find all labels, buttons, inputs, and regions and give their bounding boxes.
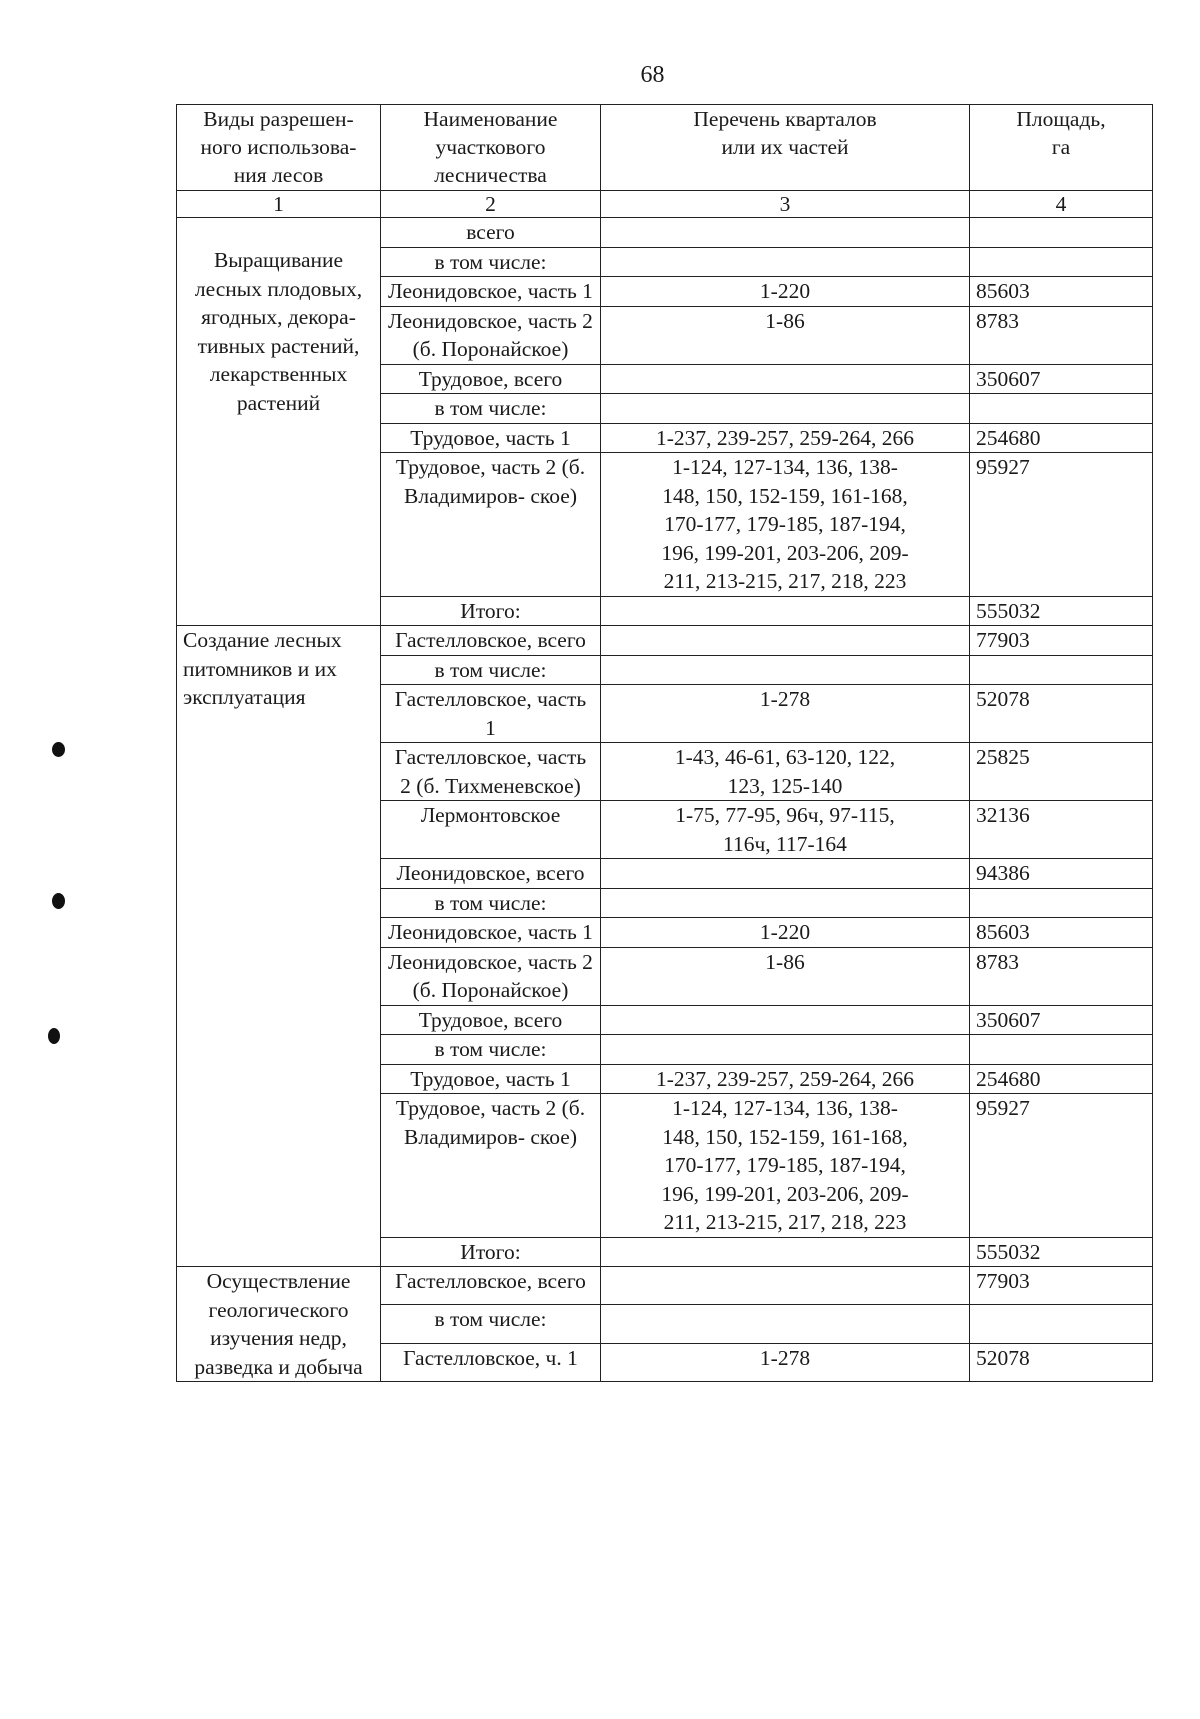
forestry-name: Гастелловское, часть 2 (б. Тихменевское)	[381, 743, 601, 801]
forestry-name: Леонидовское, часть 1	[381, 277, 601, 307]
quarters: 1-86	[601, 306, 970, 364]
forestry-name: Трудовое, часть 2 (б. Владимиров- ское)	[381, 453, 601, 597]
forestry-name: Трудовое, всего	[381, 1005, 601, 1035]
header-quarters-list: Перечень кварталов или их частей	[601, 105, 970, 191]
area: 95927	[970, 453, 1153, 597]
area: 52078	[970, 685, 1153, 743]
area: 555032	[970, 1237, 1153, 1267]
header-forestry-name: Наименование участкового лесничества	[381, 105, 601, 191]
area	[970, 655, 1153, 685]
forestry-name: Итого:	[381, 596, 601, 626]
area: 85603	[970, 277, 1153, 307]
forestry-name: в том числе:	[381, 394, 601, 424]
quarters	[601, 596, 970, 626]
header-area: Площадь, га	[970, 105, 1153, 191]
quarters: 1-278	[601, 1343, 970, 1381]
table-row	[177, 218, 1153, 248]
forestry-name: в том числе:	[381, 888, 601, 918]
punch-hole-mark	[52, 742, 65, 757]
forestry-name: Леонидовское, часть 1	[381, 918, 601, 948]
area: 555032	[970, 596, 1153, 626]
section-title: Выращивание лесных плодовых, ягодных, декора- тивных растений, лекарственных растений	[177, 218, 381, 626]
forestry-name: Итого:	[381, 1237, 601, 1267]
quarters	[601, 859, 970, 889]
forestry-name: Гастелловское, всего	[381, 626, 601, 656]
page-number: 68	[640, 62, 665, 88]
area	[970, 1035, 1153, 1065]
forest-use-table	[176, 104, 1153, 1382]
area	[970, 888, 1153, 918]
column-number-row	[177, 191, 1153, 218]
area: 94386	[970, 859, 1153, 889]
quarters	[601, 626, 970, 656]
quarters: 1-124, 127-134, 136, 138- 148, 150, 152-159, 161-168, 170-177, 179-185, 187-194, 196, 199-201, 203-206, 209- 211, 213-215, 217, 218, 223	[601, 1094, 970, 1238]
quarters: 1-75, 77-95, 96ч, 97-115, 116ч, 117-164	[601, 801, 970, 859]
area: 254680	[970, 1064, 1153, 1094]
quarters: 1-86	[601, 947, 970, 1005]
section-title: Осуществление геологического изучения недр, разведка и добыча	[177, 1267, 381, 1382]
section-title: Создание лесных питомников и их эксплуатация	[177, 626, 381, 1267]
quarters	[601, 394, 970, 424]
area	[970, 247, 1153, 277]
table-row	[177, 1267, 1153, 1305]
area: 52078	[970, 1343, 1153, 1381]
column-number-3: 3	[601, 191, 970, 218]
forestry-name: Трудовое, часть 1	[381, 423, 601, 453]
quarters: 1-43, 46-61, 63-120, 122, 123, 125-140	[601, 743, 970, 801]
forestry-name: в том числе:	[381, 1305, 601, 1343]
quarters	[601, 1237, 970, 1267]
forestry-name: Леонидовское, часть 2 (б. Поронайское)	[381, 947, 601, 1005]
area: 32136	[970, 801, 1153, 859]
punch-hole-mark	[48, 1028, 60, 1044]
area: 77903	[970, 1267, 1153, 1305]
area: 350607	[970, 1005, 1153, 1035]
forestry-name: Трудовое, часть 2 (б. Владимиров- ское)	[381, 1094, 601, 1238]
forestry-name: Трудовое, часть 1	[381, 1064, 601, 1094]
area: 8783	[970, 306, 1153, 364]
area	[970, 218, 1153, 248]
area: 25825	[970, 743, 1153, 801]
quarters	[601, 218, 970, 248]
forestry-name: Гастелловское, часть 1	[381, 685, 601, 743]
forestry-name: Гастелловское, всего	[381, 1267, 601, 1305]
area	[970, 394, 1153, 424]
header-row	[177, 105, 1153, 191]
quarters	[601, 364, 970, 394]
quarters: 1-220	[601, 918, 970, 948]
quarters	[601, 1035, 970, 1065]
forestry-name: Трудовое, всего	[381, 364, 601, 394]
column-number-1: 1	[177, 191, 381, 218]
forestry-name: в том числе:	[381, 655, 601, 685]
quarters: 1-237, 239-257, 259-264, 266	[601, 1064, 970, 1094]
forestry-name: всего	[381, 218, 601, 248]
quarters	[601, 888, 970, 918]
quarters	[601, 655, 970, 685]
area: 85603	[970, 918, 1153, 948]
area: 77903	[970, 626, 1153, 656]
quarters: 1-220	[601, 277, 970, 307]
column-number-2: 2	[381, 191, 601, 218]
area: 95927	[970, 1094, 1153, 1238]
quarters	[601, 1267, 970, 1305]
forestry-name: Гастелловское, ч. 1	[381, 1343, 601, 1381]
forestry-name: Леонидовское, всего	[381, 859, 601, 889]
area: 8783	[970, 947, 1153, 1005]
quarters	[601, 1305, 970, 1343]
table-row	[177, 626, 1153, 656]
punch-hole-mark	[52, 893, 65, 909]
quarters: 1-237, 239-257, 259-264, 266	[601, 423, 970, 453]
column-number-4: 4	[970, 191, 1153, 218]
forestry-name: в том числе:	[381, 1035, 601, 1065]
quarters: 1-124, 127-134, 136, 138- 148, 150, 152-159, 161-168, 170-177, 179-185, 187-194, 196, 199-201, 203-206, 209- 211, 213-215, 217, 218, 223	[601, 453, 970, 597]
quarters	[601, 1005, 970, 1035]
area: 350607	[970, 364, 1153, 394]
forestry-name: в том числе:	[381, 247, 601, 277]
forestry-name: Лермонтовское	[381, 801, 601, 859]
quarters	[601, 247, 970, 277]
quarters: 1-278	[601, 685, 970, 743]
forestry-name: Леонидовское, часть 2 (б. Поронайское)	[381, 306, 601, 364]
header-usage-type: Виды разрешен- ного использова- ния лесов	[177, 105, 381, 191]
area	[970, 1305, 1153, 1343]
area: 254680	[970, 423, 1153, 453]
